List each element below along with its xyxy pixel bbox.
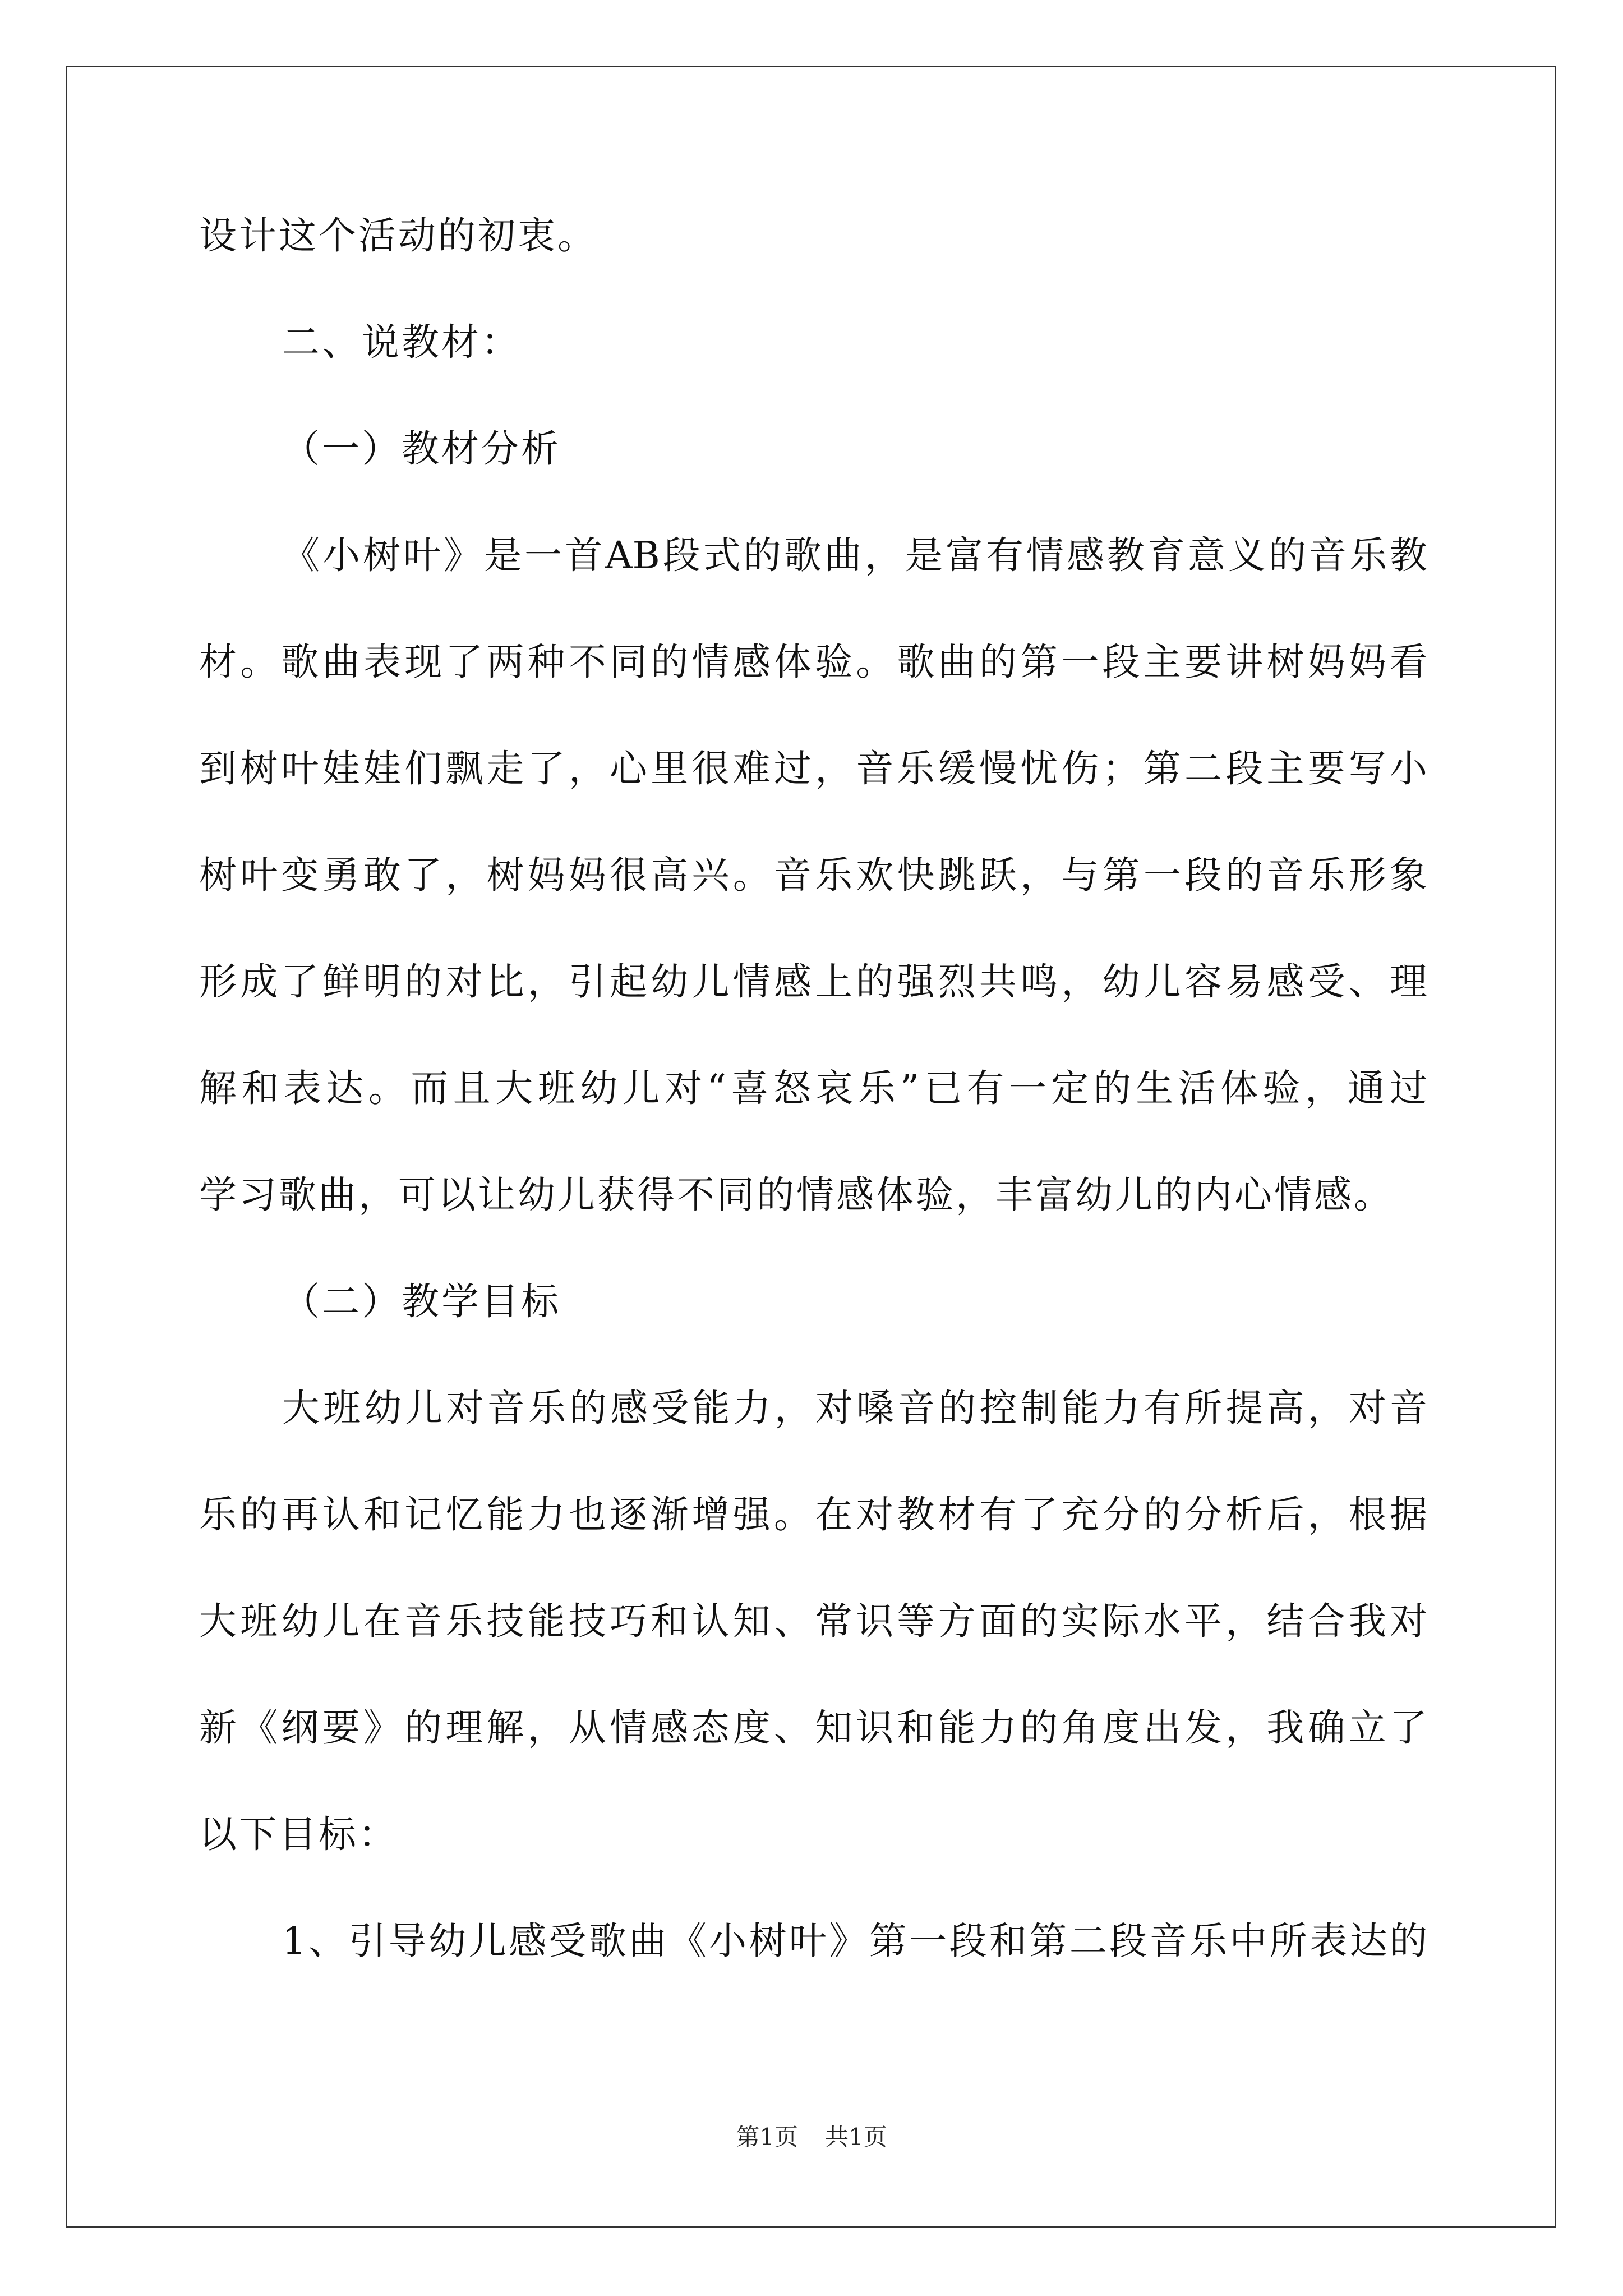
page-border — [66, 66, 1556, 2228]
text-line: 《小树叶》是一首AB段式的歌曲，是富有情感教育意义的音乐教 — [282, 533, 1427, 577]
text-line: 材。歌曲表现了两种不同的情感体验。歌曲的第一段主要讲树妈妈看 — [199, 640, 1427, 684]
text-line: 以下目标： — [199, 1812, 398, 1856]
text-line: 形成了鲜明的对比，引起幼儿情感上的强烈共鸣，幼儿容易感受、理 — [199, 960, 1427, 1004]
page-footer — [0, 2120, 1623, 2154]
text-line: 新《纲要》的理解，从情感态度、知识和能力的角度出发，我确立了 — [199, 1706, 1427, 1750]
text-line: 大班幼儿对音乐的感受能力，对嗓音的控制能力有所提高，对音 — [282, 1386, 1427, 1430]
subsection-heading: （一）教材分析 — [282, 427, 561, 471]
text-line: 大班幼儿在音乐技能技巧和认知、常识等方面的实际水平，结合我对 — [199, 1599, 1427, 1643]
text-line: 1、引导幼儿感受歌曲《小树叶》第一段和第二段音乐中所表达的 — [282, 1919, 1427, 1963]
text-line: 乐的再认和记忆能力也逐渐增强。在对教材有了充分的分析后，根据 — [199, 1493, 1427, 1536]
text-line: 树叶变勇敢了，树妈妈很高兴。音乐欢快跳跃，与第一段的音乐形象 — [199, 853, 1427, 897]
text-line: 设计这个活动的初衷。 — [199, 214, 597, 257]
text-line: 学习歌曲，可以让幼儿获得不同的情感体验，丰富幼儿的内心情感。 — [199, 1173, 1394, 1217]
text-line: 解和表达。而且大班幼儿对“喜怒哀乐”已有一定的生活体验，通过 — [199, 1066, 1427, 1110]
page-total: 共1页 — [825, 2123, 887, 2151]
section-heading: 二、说教材： — [282, 320, 521, 364]
page-number: 第1页 — [736, 2123, 798, 2151]
text-line: 到树叶娃娃们飘走了，心里很难过，音乐缓慢忧伤；第二段主要写小 — [199, 747, 1427, 790]
subsection-heading: （二）教学目标 — [282, 1280, 561, 1323]
